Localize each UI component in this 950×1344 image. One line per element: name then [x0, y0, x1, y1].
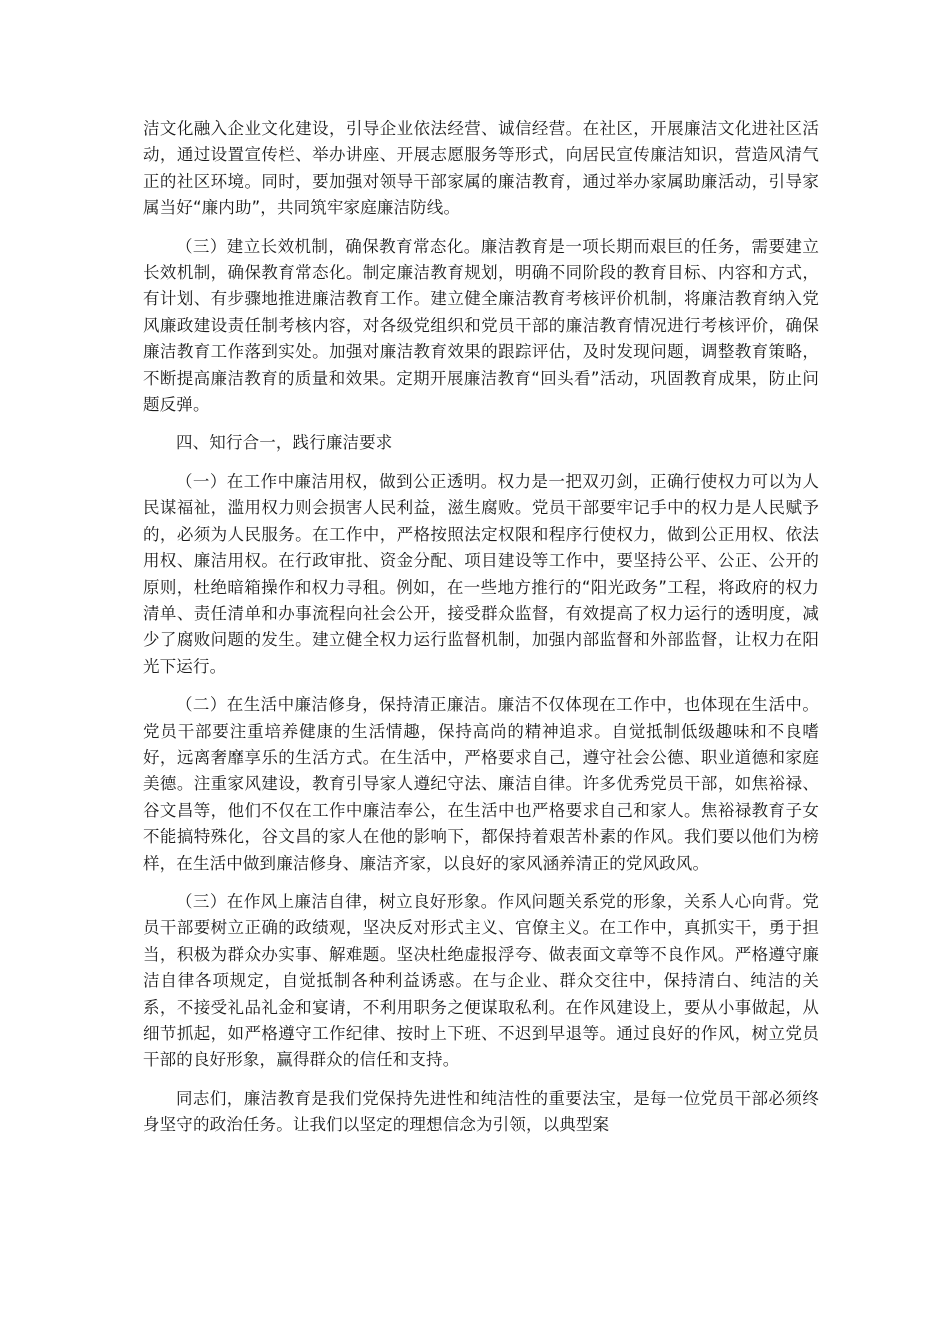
paragraph-conduct-integrity: （三）在作风上廉洁自律，树立良好形象。作风问题关系党的形象，关系人心向背。党员干部要树立正确的政绩观，坚决反对形式主义、官僚主义。在工作中，真抓实干，勇于担当，积极为群众办实事、解难题。坚决杜绝虚报浮夸、做表面文章等不良作风。严格遵守廉洁自律各项规定，自觉抵制各种利益诱惑。在与企业、群众交往中，保持清白、纯洁的关系，不接受礼品礼金和宴请，不利用职务之便谋取私利。在作风建设上，要从小事做起，从细节抓起，如严格遵守工作纪律、按时上下班、不迟到早退等。通过良好的作风，树立党员干部的良好形象，赢得群众的信任和支持。: [143, 891, 819, 1070]
paragraph-community-integrity: 洁文化融入企业文化建设，引导企业依法经营、诚信经营。在社区，开展廉洁文化进社区活动，通过设置宣传栏、举办讲座、开展志愿服务等形式，向居民宣传廉洁知识，营造风清气正的社区环境。同时，要加强对领导干部家属的廉洁教育，通过举办家属助廉活动，引导家属当好“廉内助”，共同筑牢家庭廉洁防线。: [143, 119, 819, 218]
paragraph-life-integrity: （二）在生活中廉洁修身，保持清正廉洁。廉洁不仅体现在工作中，也体现在生活中。党员干部要注重培养健康的生活情趣，保持高尚的精神追求。自觉抵制低级趣味和不良嗜好，远离奢靡享乐的生活方式。在生活中，严格要求自己，遵守社会公德、职业道德和家庭美德。注重家风建设，教育引导家人遵纪守法、廉洁自律。许多优秀党员干部，如焦裕禄、谷文昌等，他们不仅在工作中廉洁奉公，在生活中也严格要求自己和家人。焦裕禄教育子女不能搞特殊化，谷文昌的家人在他的影响下，都保持着艰苦朴素的作风。我们要以他们为榜样，在生活中做到廉洁修身、廉洁齐家，以良好的家风涵养清正的党风政风。: [143, 695, 819, 873]
document-body: [143, 116, 819, 1151]
paragraph-closing: 同志们，廉洁教育是我们党保持先进性和纯洁性的重要法宝，是每一位党员干部必须终身坚守的政治任务。让我们以坚定的理想信念为引领，以典型案: [143, 1088, 819, 1135]
section-heading-four: 四、知行合一，践行廉洁要求: [176, 433, 393, 453]
paragraph-long-term-mechanism: （三）建立长效机制，确保教育常态化。廉洁教育是一项长期而艰巨的任务，需要建立长效机制，确保教育常态化。制定廉洁教育规划，明确不同阶段的教育目标、内容和方式，有计划、有步骤地推进廉洁教育工作。建立健全廉洁教育考核评价机制，将廉洁教育纳入党风廉政建设责任制考核内容，对各级党组织和党员干部的廉洁教育情况进行考核评价，确保廉洁教育工作落到实处。加强对廉洁教育效果的跟踪评估，及时发现问题，调整教育策略，不断提高廉洁教育的质量和效果。定期开展廉洁教育“回头看”活动，巩固教育成果，防止问题反弹。: [143, 236, 819, 415]
paragraph-work-integrity: （一）在工作中廉洁用权，做到公正透明。权力是一把双刃剑，正确行使权力可以为人民谋福祉，滥用权力则会损害人民利益，滋生腐败。党员干部要牢记手中的权力是人民赋予的，必须为人民服务。在工作中，严格按照法定权限和程序行使权力，做到公正用权、依法用权、廉洁用权。在行政审批、资金分配、项目建设等工作中，要坚持公平、公正、公开的原则，杜绝暗箱操作和权力寻租。例如，在一些地方推行的“阳光政务”工程，将政府的权力清单、责任清单和办事流程向社会公开，接受群众监督，有效提高了权力运行的透明度，减少了腐败问题的发生。建立健全权力运行监督机制，加强内部监督和外部监督，让权力在阳光下运行。: [143, 471, 819, 676]
